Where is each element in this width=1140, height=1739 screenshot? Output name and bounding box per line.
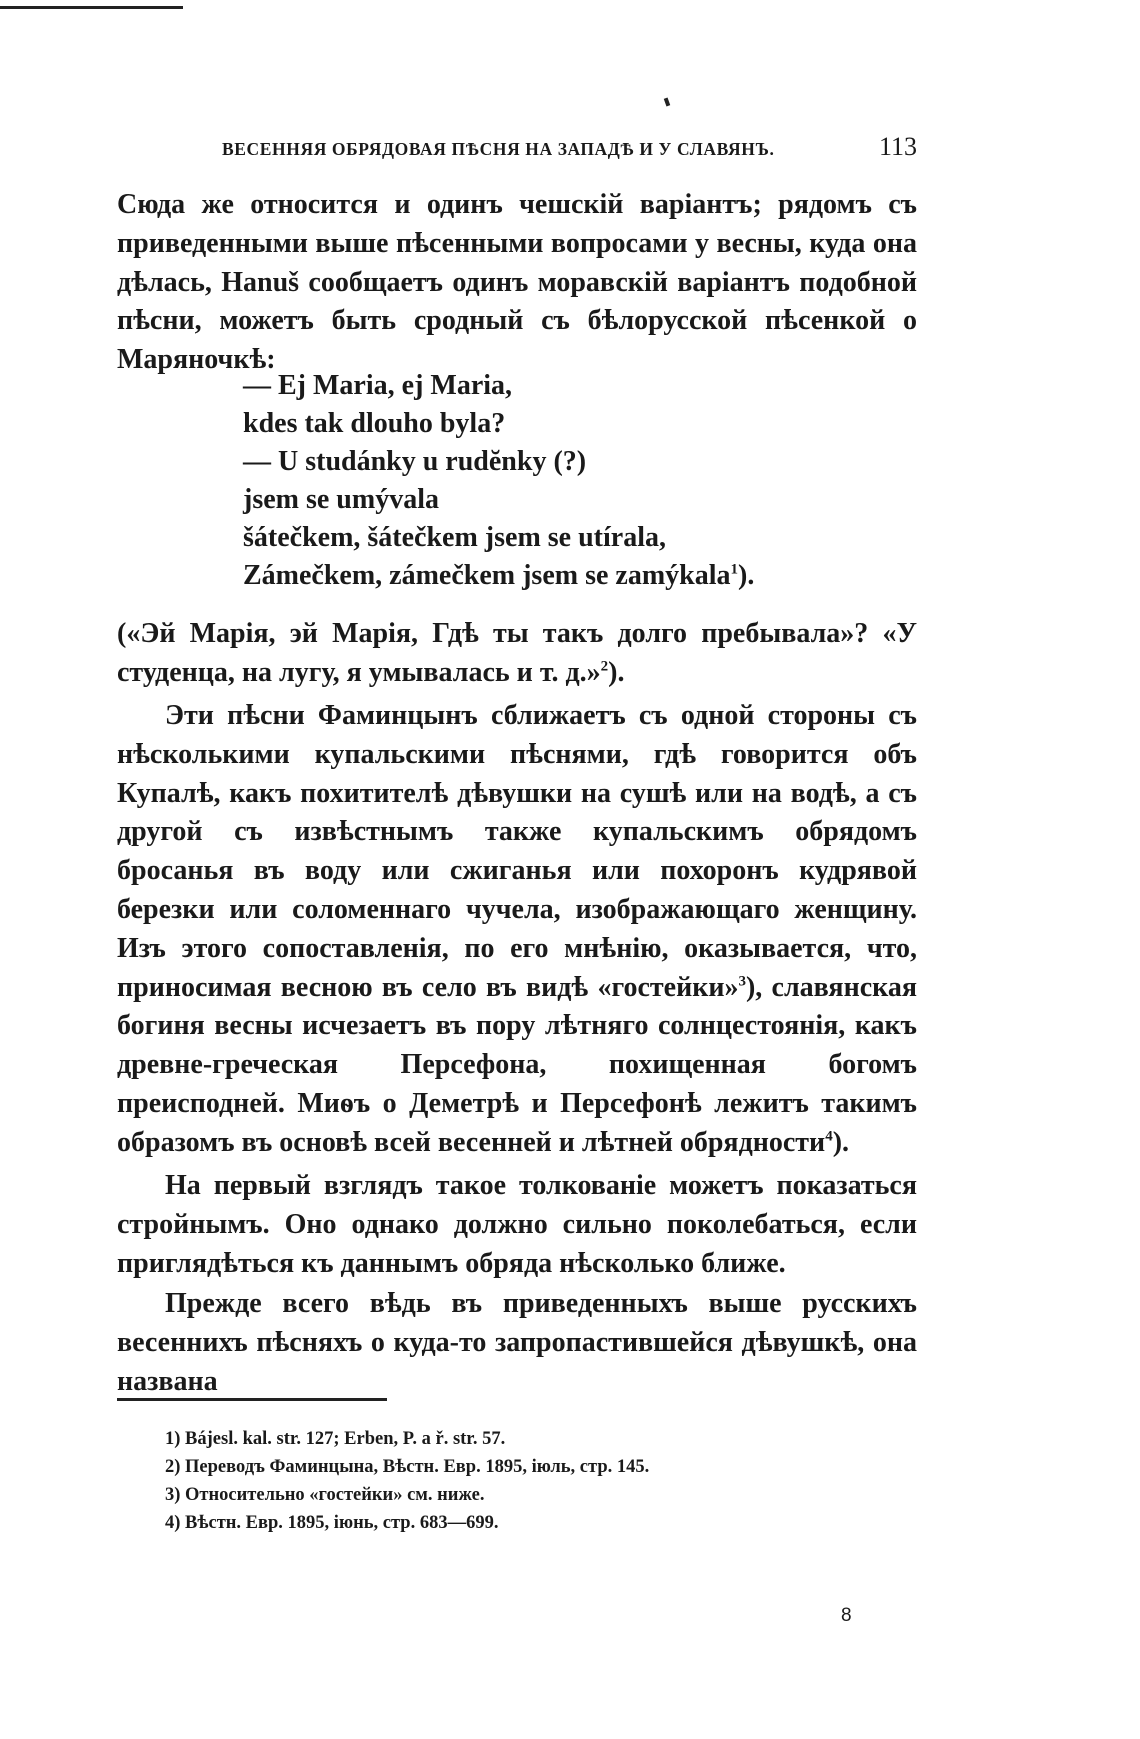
footnote-ref: 2: [600, 658, 609, 675]
paragraph-text: Эти пѣсни Фаминцынъ сближаетъ съ одной стороны съ нѣсколькими купальскими пѣснями, гдѣ говорится объ Купалѣ, какъ похитителѣ дѣвушки на сушѣ или на водѣ, а съ другой съ извѣстнымъ также купальскимъ обрядомъ бросанья въ воду или сжиганья или похоронъ кудрявой березки или соломеннаго чучела, изображающаго женщину. Изъ этого сопоставленія, по его мнѣнію, оказывается, что, приносимая весною въ село въ видѣ «гостейки»: [117, 700, 917, 1003]
paragraph-4: На первый взглядъ такое толкованіе можетъ показаться стройнымъ. Оно однако должно сильно поколебаться, если приглядѣться къ даннымъ обряда нѣсколько ближе.: [117, 1170, 917, 1279]
verse-line: — Ej Maria, ej Maria,: [243, 370, 513, 401]
verse-block: [243, 367, 754, 595]
paragraph-end: ).: [608, 656, 625, 688]
verse-line: — U studánky u rudĕnky (?): [243, 446, 587, 477]
header-title: ВЕСЕННЯЯ ОБРЯДОВАЯ ПѢСНЯ НА ЗАПАДѢ И У СЛАВЯНЪ.: [222, 139, 775, 159]
footnote-2: 2) Переводъ Фаминцына, Вѣстн. Евр. 1895, іюль, стр. 145.: [165, 1457, 650, 1477]
paragraph-1: Сюда же относится и одинъ чешскій варіантъ; рядомъ съ приведенными выше пѣсенными вопросами у весны, куда она дѣлась, Hanuš сообщаетъ одинъ моравскій варіантъ подобной пѣсни, можетъ быть сродный съ бѣлорусской пѣсенкой о Маряночкѣ:: [117, 189, 917, 376]
top-rule: [0, 6, 183, 9]
verse-line: kdes tak dlouho byla?: [243, 408, 506, 439]
footnote-4: 4) Вѣстн. Евр. 1895, іюнь, стр. 683—699.: [165, 1513, 499, 1533]
scan-speck: [664, 98, 670, 107]
footnote-3: 3) Относительно «гостейки» см. ниже.: [165, 1485, 485, 1505]
verse-end: ).: [738, 560, 755, 591]
verse-line: šátečkem, šátečkem jsem se utírala,: [243, 522, 666, 553]
paragraph-5: Прежде всего вѣдь въ приведенныхъ выше русскихъ весеннихъ пѣсняхъ о куда-то запропастившейся дѣвушкѣ, она названа: [117, 1288, 917, 1397]
verse-text: Zámečkem, zámečkem jsem se zamýkala: [243, 560, 731, 591]
footnote-ref: 4: [825, 1128, 833, 1145]
running-header: [222, 132, 917, 162]
verse-line: jsem se umývala: [243, 484, 439, 515]
paragraph-text: («Эй Марія, эй Марія, Гдѣ ты такъ долго пребывала»? «У студенца, на лугу, я умывалась и т. д.»: [117, 618, 917, 688]
footnote-rule: [117, 1398, 387, 1401]
page-number: 113: [878, 132, 917, 161]
footnote-ref: 3: [738, 973, 746, 990]
verse-line-last: [243, 557, 754, 595]
signature-mark: 8: [841, 1605, 852, 1626]
footnote-ref: 1: [730, 561, 739, 578]
paragraph-end: ).: [832, 1126, 850, 1158]
paragraph-text: ), славянская богиня весны исчезаетъ въ пору лѣтняго солнцестоянія, какъ древне-греческая Персефона, похищенная богомъ преисподней. Миѳъ о Деметрѣ и Персефонѣ лежитъ такимъ образомъ въ основѣ всей весенней и лѣтней обрядности: [117, 971, 918, 1158]
paragraph-2: [117, 615, 917, 693]
paragraph-3: [117, 697, 917, 1163]
footnotes: [165, 1425, 649, 1537]
footnote-1: 1) Bájesl. kal. str. 127; Erben, P. a ř. str. 57.: [165, 1429, 506, 1449]
